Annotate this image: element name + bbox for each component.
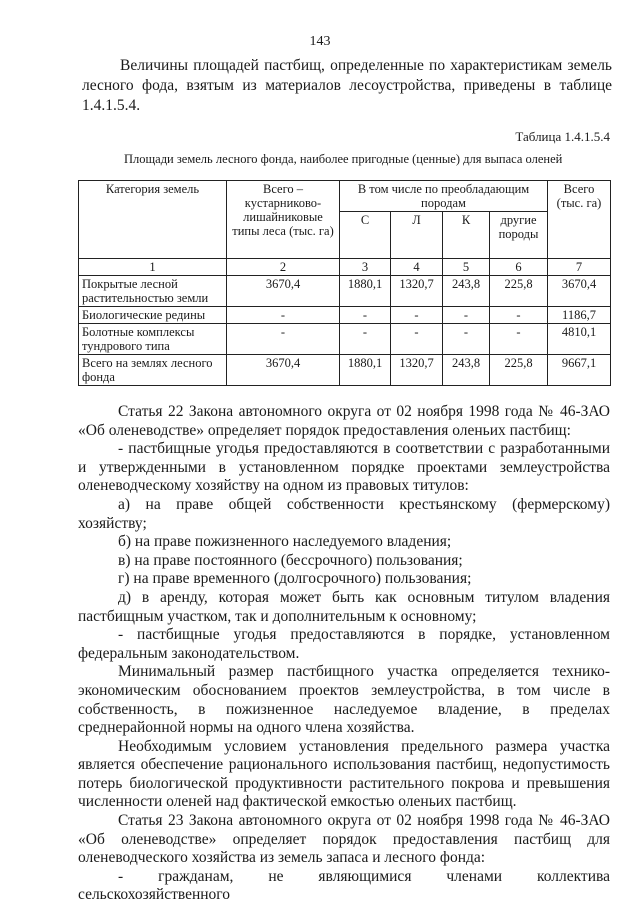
paragraph: д) в аренду, которая может быть как основным титулом владения пастбищным участком, так и дополнительным к основному;: [78, 588, 610, 625]
paragraph: Минимальный размер пастбищного участка определяется технико-экономическим обоснованием проектов землеустройства, в том числе в собственность, в пожизненное наследуемое владение, в пределах среднерайонной нормы на одного члена хозяйства.: [78, 663, 610, 737]
header-other: другие породы: [490, 212, 548, 259]
header-total: Всего (тыс. га): [548, 181, 611, 259]
intro-text: Величины площадей пастбищ, определенные по характеристикам земель лесного фода, взятым из материалов лесоустройства, приведены в таблице 1.4.1.5.4.: [82, 57, 612, 114]
intro-paragraph: [82, 56, 612, 116]
cell-value: -: [443, 307, 490, 324]
header-l: Л: [391, 212, 443, 259]
row-category: Всего на землях лесного фонда: [79, 355, 227, 386]
colnum: 1: [79, 259, 227, 276]
cell-value: 225,8: [490, 276, 548, 307]
column-number-row: [79, 259, 611, 276]
paragraph: Статья 23 Закона автономного округа от 02 ноября 1998 года № 46-ЗАО «Об оленеводстве» определяет порядок предоставления пастбищ для оленеводческого хозяйства из земель запаса и лесного фонда:: [78, 812, 610, 867]
header-category: Категория земель: [79, 181, 227, 259]
paragraph: - пастбищные угодья предоставляются в соответствии с разработанными и утвержденными в установленном порядке проектами землеустройства оленеводческому хозяйству на одном из правовых титулов:: [78, 440, 610, 495]
table-row: [79, 307, 611, 324]
cell-value: 3670,4: [227, 355, 340, 386]
table-header-row: [79, 181, 611, 212]
cell-value: -: [340, 307, 391, 324]
paragraph: Статья 22 Закона автономного округа от 02 ноября 1998 года № 46-ЗАО «Об оленеводстве» определяет порядок предоставления оленьих пастбищ:: [78, 403, 610, 439]
paragraph: б) на праве пожизненного наследуемого владения;: [118, 533, 452, 551]
cell-value: 4810,1: [548, 324, 611, 355]
header-total-shrub: Всего – кустарниково-лишайниковые типы леса (тыс. га): [227, 181, 340, 259]
cell-value: 1186,7: [548, 307, 611, 324]
cell-value: 1320,7: [391, 276, 443, 307]
cell-value: 225,8: [490, 355, 548, 386]
cell-value: 243,8: [443, 355, 490, 386]
colnum: 2: [227, 259, 340, 276]
colnum: 3: [340, 259, 391, 276]
table-row: [79, 355, 611, 386]
paragraph: - гражданам, не являющимися членами коллектива сельскохозяйственного: [78, 867, 610, 904]
cell-value: -: [443, 324, 490, 355]
cell-value: -: [391, 307, 443, 324]
header-k: К: [443, 212, 490, 259]
cell-value: -: [227, 324, 340, 355]
cell-value: 9667,1: [548, 355, 611, 386]
paragraph: а) на праве общей собственности крестьянскому (фермерскому) хозяйству;: [78, 495, 610, 532]
cell-value: 1320,7: [391, 355, 443, 386]
cell-value: 3670,4: [548, 276, 611, 307]
cell-value: 1880,1: [340, 355, 391, 386]
row-category: Покрытые лесной растительностью земли: [79, 276, 227, 307]
cell-value: 243,8: [443, 276, 490, 307]
colnum: 7: [548, 259, 611, 276]
cell-value: -: [227, 307, 340, 324]
paragraph: - пастбищные угодья предоставляются в порядке, установленном федеральным законодательством.: [78, 626, 610, 662]
table-title: Площади земель лесного фонда, наиболее пригодные (ценные) для выпаса оленей: [124, 152, 563, 166]
colnum: 4: [391, 259, 443, 276]
row-category: Биологические редины: [79, 307, 227, 324]
cell-value: -: [490, 307, 548, 324]
cell-value: -: [340, 324, 391, 355]
table-row: [79, 324, 611, 355]
cell-value: 1880,1: [340, 276, 391, 307]
body-text: [78, 403, 610, 905]
paragraph: г) на праве временного (долгосрочного) пользования;: [118, 570, 472, 588]
header-s: С: [340, 212, 391, 259]
page-number: 143: [309, 34, 331, 49]
table-row: [79, 276, 611, 307]
table-label: Таблица 1.4.1.5.4: [515, 129, 610, 144]
pasture-area-table: [78, 180, 611, 386]
colnum: 5: [443, 259, 490, 276]
row-category: Болотные комплексы тундрового типа: [79, 324, 227, 355]
cell-value: -: [391, 324, 443, 355]
paragraph: в) на праве постоянного (бессрочного) пользования;: [118, 551, 463, 569]
cell-value: 3670,4: [227, 276, 340, 307]
header-including-species: В том числе по преобладающим породам: [340, 181, 548, 212]
cell-value: -: [490, 324, 548, 355]
paragraph: Необходимым условием установления предельного размера участка является обеспечение рационального использования пастбищ, недопустимость потерь биологической продуктивности растительного покрова и превышения численности оленей над фактической емкостью оленьих пастбищ.: [78, 737, 610, 811]
colnum: 6: [490, 259, 548, 276]
